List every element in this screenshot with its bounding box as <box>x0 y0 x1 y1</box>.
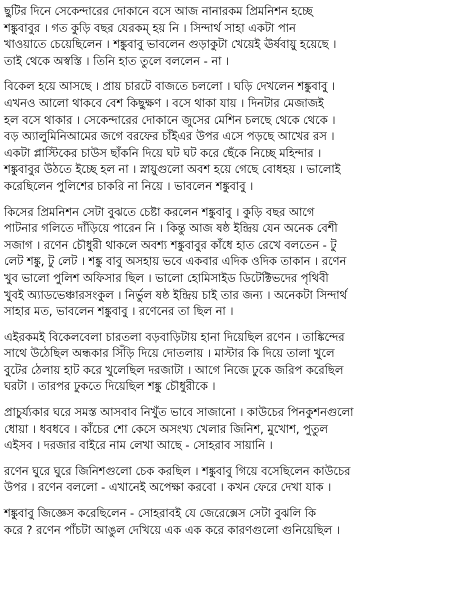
paragraph-1: ছুটির দিনে সেকেন্দারের দোকানে বসে আজ নানারকম প্রিমনিশন হচ্ছে শঙ্কুবাবুর । গত কুড়ি বছর যেরকম্ হয় নি । সিন্দার্থ সাহা একটা পান খাওয়াতে চেয়েছিলেন । শঙ্কুবাবু ভাবলেন গুড়াকুটা খেয়েই ঊর্ষবায়ু হয়েছে । তাই থেকে অস্বস্তি । তিনি হাত তুলে বললেন - না । <box>4 4 337 68</box>
paragraph-2: বিকেল হয়ে আসছে । প্রায় চারটে বাজতে চললো । ঘড়ি দেখলেন শঙ্কুবাবু । এখনও আলো থাকবে বেশ কিছুক্ষণ । বসে থাকা যায় । দিনটার মেজাজই হল বসে থাকার । সেকেন্দারের দোকানে জুসের মেশিন চলছে থেকে থেকে । বড় অ্যালুমিনিআমের জগে বরফের চাঁইএর উপর এসে পড়ছে আখের রস । একটা প্লাস্টিকের চাউস ছাঁকনি দিয়ে ঘট ঘট করে ছেঁকে নিচ্ছে মহিন্দার । শঙ্কুবাবুর উঠতে ইচ্ছে হল না । স্নায়ুগুলো অবশ হয়ে গেছে বোধহয় । ভালোই করেছিলেন পুলিশের চাকরি না নিয়ে । ভাবলেন শঙ্কুবাবু । <box>4 79 341 193</box>
paragraph-5: প্রাচুর্য্যকার ঘরে সমস্ত আসবাব নিখুঁত ভাবে সাজানো । কাউচের পিনকুশনগুলো ধোয়া । ধবধবে । কাঁচের শো কেসে অসংখ্য খেলার জিনিশ, মুখোশ, পুতুল এইসব । দরজার বাইরে নাম লেখা আছে - সোহরাব সায়ানি । <box>4 405 354 453</box>
paragraph-4: এইরকমই বিকেলবেলা চারতলা বড়বাড়িটায় হানা দিয়েছিল রণেন । তাঙ্কিন্দের সাথে উঠেছিল অন্ধকার সিঁড়ি দিয়ে দোতলায় । মাস্টার কি দিয়ে তালা খুলে বুটের ঠেলায় হাট করে খুলেছিল দরজাটা । আগে নিজে ঢুকে জরিপ করেছিল ঘরটা । তারপর ঢুকতে দিয়েছিল শঙ্কু চৌধুরীকে । <box>4 329 345 394</box>
paragraph-3: কিসের প্রিমনিশন সেটা বুঝতে চেষ্টা করলেন শঙ্কুবাবু । কুড়ি বছর আগে পাটনার গলিতে দাঁড়িয়ে পারেন নি । কিন্তু আজ ষষ্ঠ ইন্দ্রিয় যেন অনেক বেশী সজাগ । রণেন চৌধুরী থাকলে অবশ্য শঙ্কুবাবুর কাঁধে হাত রেখে বলতেন - টু লেট শঙ্কু, টু লেট । শঙ্কু বাবু অসহায় ভবে একবার এদিক ওদিক তাকান । রণেন খুব ভালো পুলিশ অফিসার ছিল । ভালো হোমিসাইড ডিটেক্টিভদের পৃথিবী খুবই অ্যাডভেঞ্চারসংকুল । নির্ভুল ষষ্ঠ ইন্দ্রিয় চাই তার জন্য । অনেকটা সিন্দার্থ সাহার মত, ভাবলেন শঙ্কুবাবু । রণেনের তা ছিল না । <box>4 204 347 319</box>
paragraph-6: রণেন ঘুরে ঘুরে জিনিশগুলো চেক করছিল । শঙ্কুবাবু গিয়ে বসেছিলেন কাউচের উপর । রণেন বললো - এখানেই অপেক্ষা করবো । কখন ফেরে দেখা যাক । <box>4 463 351 495</box>
paragraph-7: শঙ্কুবাবু জিজ্ঞেস করেছিলেন - সোহরাবই যে জেরেক্সেস সেটা বুঝলি কি করে ? রণেন পাঁচটা আঙুল দেখিয়ে এক এক করে কারণগুলো গুনিয়েছিল । <box>4 506 340 537</box>
